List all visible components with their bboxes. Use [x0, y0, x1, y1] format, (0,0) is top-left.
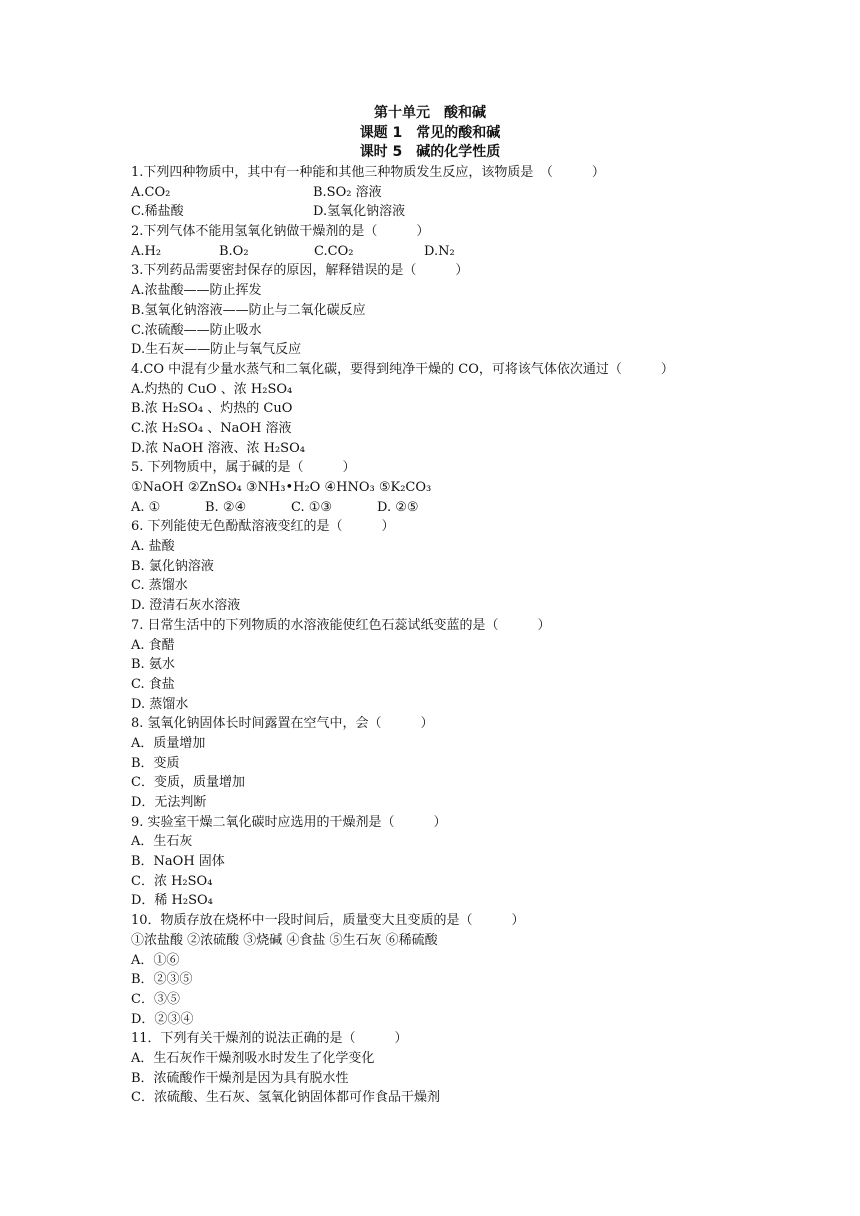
q9-option-c: C．浓 H₂SO₄: [131, 873, 213, 889]
q5-option-d: D. ②⑤: [377, 499, 419, 515]
q7-option-c: C. 食盐: [131, 676, 175, 692]
question-1-options-row-2: [131, 202, 771, 222]
q4-option-b: B.浓 H₂SO₄ 、灼热的 CuO: [131, 401, 293, 417]
question-list: [131, 163, 771, 1108]
question-5-stem: 5. 下列物质中，属于碱的是（ ）: [131, 460, 356, 476]
q8-option-c: C．变质，质量增加: [131, 775, 245, 791]
title-block: [0, 104, 860, 163]
q5-option-b: B. ②④: [205, 499, 247, 515]
q6-option-c: C. 蒸馏水: [131, 578, 188, 594]
q8-option-d: D．无法判断: [131, 795, 207, 810]
q3-option-c: C.浓硫酸——防止吸水: [131, 322, 262, 338]
q1-option-a: A.CO₂: [131, 184, 171, 200]
q10-option-c: C．③⑤: [131, 991, 180, 1007]
question-10-stem: 10．物质存放在烧杯中一段时间后，质量变大且变质的是（ ）: [131, 913, 525, 929]
q4-option-a: A.灼热的 CuO 、浓 H₂SO₄: [131, 381, 293, 397]
question-7-stem: 7. 日常生活中的下列物质的水溶液能使红色石蕊试纸变蓝的是（ ）: [131, 617, 551, 633]
q6-option-a: A. 盐酸: [131, 539, 175, 555]
q1-option-c: C.稀盐酸: [131, 204, 184, 220]
period-title: 课时 5 碱的化学性质: [359, 144, 501, 161]
q4-option-c: C.浓 H₂SO₄ 、NaOH 溶液: [131, 420, 292, 436]
question-11-stem: 11．下列有关干燥剂的说法正确的是（ ）: [131, 1031, 408, 1047]
q3-option-b: B.氢氧化钠溶液——防止与二氧化碳反应: [131, 302, 366, 318]
q8-option-b: B．变质: [131, 755, 180, 771]
question-5-options: [131, 498, 771, 518]
question-8-stem: 8. 氢氧化钠固体长时间露置在空气中，会（ ）: [131, 716, 434, 732]
q11-option-b: B．浓硫酸作干燥剂是因为具有脱水性: [131, 1070, 349, 1086]
q7-option-d: D. 蒸馏水: [131, 696, 189, 712]
q1-option-d: D.氢氧化钠溶液: [313, 204, 406, 220]
q5-option-c: C. ①③: [291, 499, 333, 515]
question-3-stem: 3.下列药品需要密封保存的原因，解释错误的是（ ）: [131, 263, 469, 279]
q11-option-c: C．浓硫酸、生石灰、氢氧化钠固体都可作食品干燥剂: [131, 1090, 440, 1106]
question-4-stem: 4.CO 中混有少量水蒸气和二氧化碳，要得到纯净干燥的 CO，可将该气体依次通过（ ）: [131, 361, 674, 377]
unit-title: 第十单元 酸和碱: [374, 105, 486, 121]
question-1-options-row-1: [131, 183, 771, 203]
q9-option-b: B．NaOH 固体: [131, 854, 225, 870]
q1-option-b: B.SO₂ 溶液: [313, 184, 382, 200]
q5-substance-list: ①NaOH ②ZnSO₄ ③NH₃•H₂O ④HNO₃ ⑤K₂CO₃: [131, 480, 432, 495]
q7-option-b: B. 氨水: [131, 657, 175, 673]
q3-option-d: D.生石灰——防止与氧气反应: [131, 342, 302, 358]
q2-option-b: B.O₂: [219, 243, 249, 259]
lesson-title: 课题 1 常见的酸和碱: [359, 124, 501, 141]
question-6-stem: 6. 下列能使无色酚酞溶液变红的是（ ）: [131, 519, 395, 535]
question-2-stem: 2.下列气体不能用氢氧化钠做干燥剂的是（ ）: [131, 224, 430, 240]
q6-option-b: B. 氯化钠溶液: [131, 558, 214, 574]
question-9-stem: 9. 实验室干燥二氧化碳时应选用的干燥剂是（ ）: [131, 814, 447, 830]
q6-option-d: D. 澄清石灰水溶液: [131, 598, 241, 614]
q9-option-a: A．生石灰: [131, 834, 193, 850]
q8-option-a: A．质量增加: [131, 735, 206, 751]
question-2-options: [131, 242, 771, 262]
q3-option-a: A.浓盐酸——防止挥发: [131, 283, 262, 299]
q10-option-d: D．②③④: [131, 1011, 194, 1027]
q2-option-c: C.CO₂: [314, 243, 354, 259]
question-1-stem: 1.下列四种物质中，其中有一种能和其他三种物质发生反应，该物质是 （ ）: [131, 165, 605, 180]
q10-option-a: A．①⑥: [131, 952, 180, 968]
q4-option-d: D.浓 NaOH 溶液、浓 H₂SO₄: [131, 440, 305, 456]
q10-option-b: B．②③⑤: [131, 972, 193, 988]
q7-option-a: A. 食醋: [131, 637, 175, 653]
q2-option-d: D.N₂: [424, 243, 455, 259]
q9-option-d: D．稀 H₂SO₄: [131, 893, 213, 909]
q2-option-a: A.H₂: [131, 243, 162, 259]
q11-option-a: A．生石灰作干燥剂吸水时发生了化学变化: [131, 1050, 375, 1066]
q10-substance-list: ①浓盐酸 ②浓硫酸 ③烧碱 ④食盐 ⑤生石灰 ⑥稀硫酸: [131, 932, 438, 948]
q5-option-a: A. ①: [131, 499, 161, 515]
